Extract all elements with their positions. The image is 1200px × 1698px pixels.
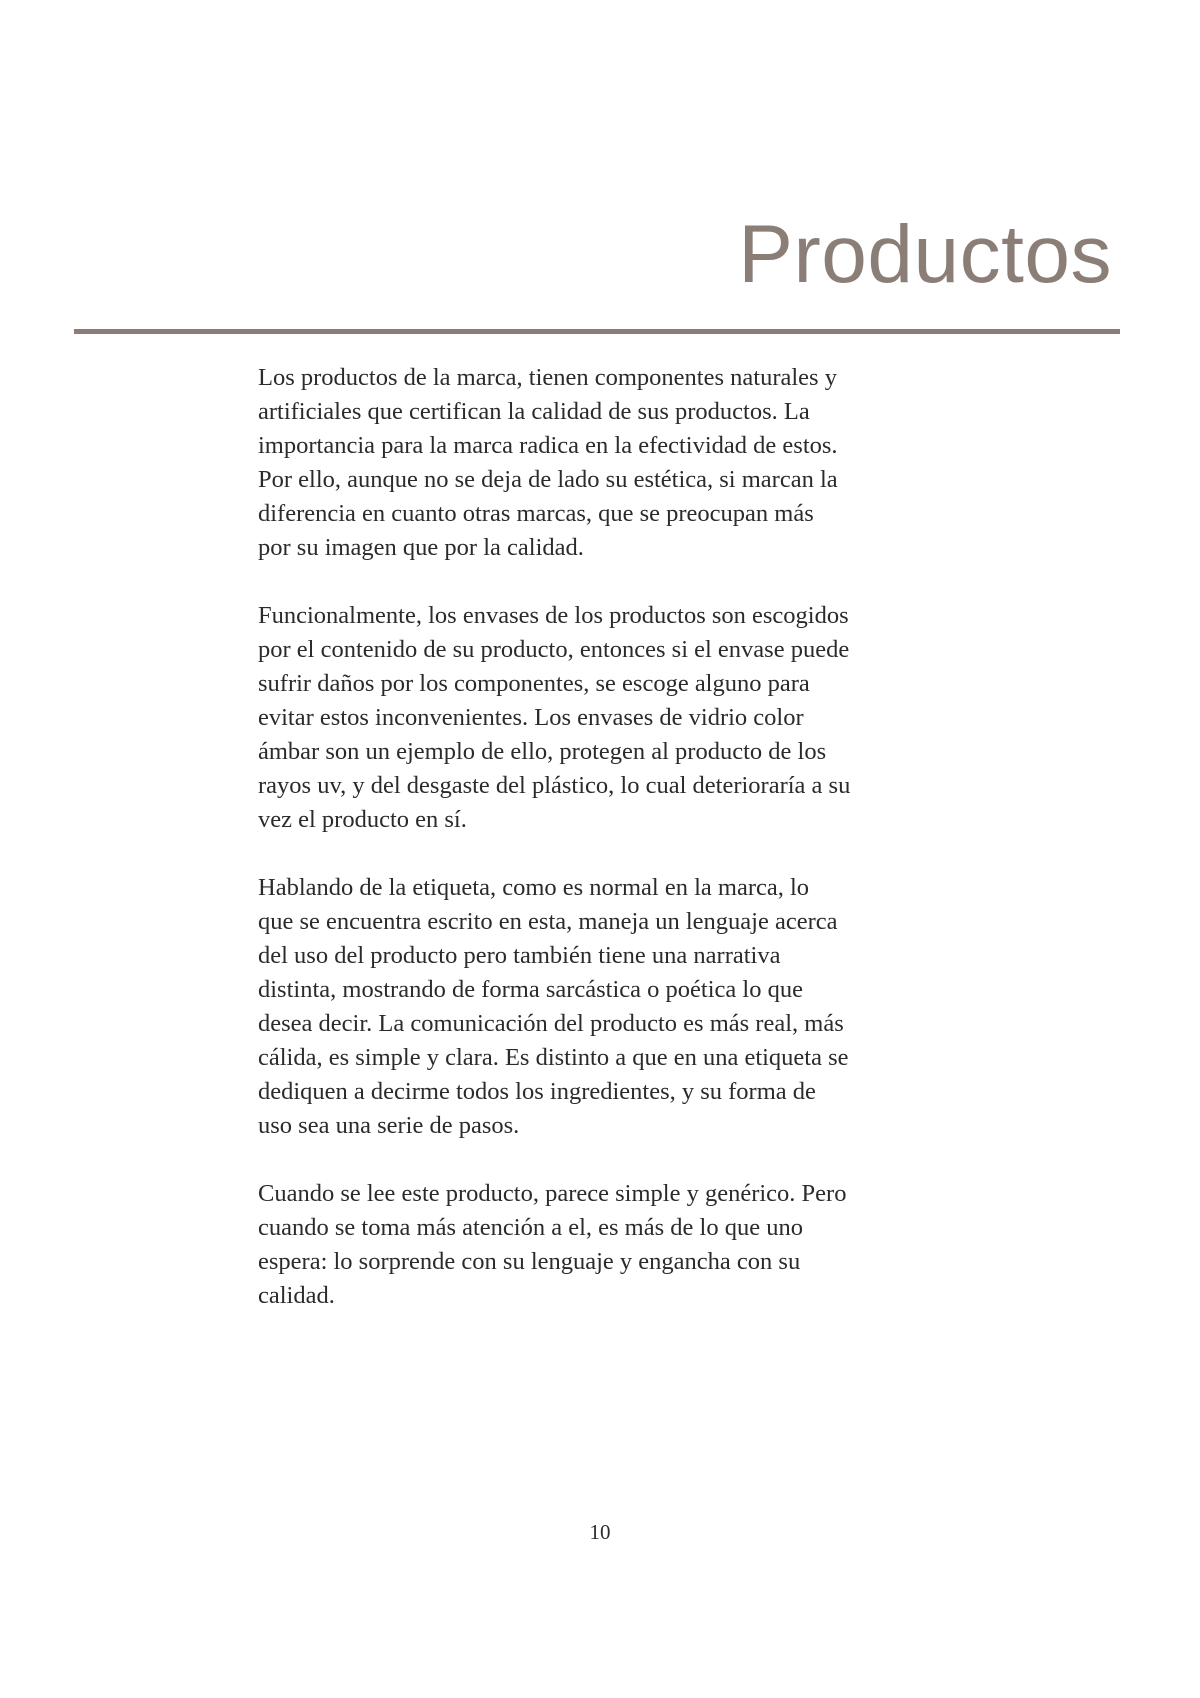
text-line: Cuando se lee este producto, parece simple y genérico. Pero <box>258 1180 847 1207</box>
page-title: Productos <box>738 209 1112 300</box>
text-line: desea decir. La comunicación del producto es más real, más <box>258 1010 844 1037</box>
text-line: por su imagen que por la calidad. <box>258 534 584 561</box>
text-line: distinta, mostrando de forma sarcástica o poética lo que <box>258 976 803 1003</box>
text-line: artificiales que certifican la calidad de sus productos. La <box>258 398 810 425</box>
text-line: Funcionalmente, los envases de los productos son escogidos <box>258 602 849 629</box>
paragraph-3 <box>258 871 958 1143</box>
text-line: uso sea una serie de pasos. <box>258 1112 520 1139</box>
text-line: cálida, es simple y clara. Es distinto a que en una etiqueta se <box>258 1044 849 1071</box>
text-line: Por ello, aunque no se deja de lado su estética, si marcan la <box>258 466 838 493</box>
text-line: que se encuentra escrito en esta, maneja un lenguaje acerca <box>258 908 838 935</box>
text-line: Los productos de la marca, tienen componentes naturales y <box>258 364 837 391</box>
page-number: 10 <box>589 1520 611 1544</box>
text-line: vez el producto en sí. <box>258 806 467 833</box>
body-text <box>258 361 958 1347</box>
text-line: ámbar son un ejemplo de ello, protegen al producto de los <box>258 738 827 765</box>
title-divider <box>74 329 1120 334</box>
text-line: importancia para la marca radica en la efectividad de estos. <box>258 432 838 459</box>
text-line: por el contenido de su producto, entonces si el envase puede <box>258 636 850 663</box>
text-line: cuando se toma más atención a el, es más de lo que uno <box>258 1214 803 1241</box>
text-line: dediquen a decirme todos los ingredientes, y su forma de <box>258 1078 816 1105</box>
text-line: del uso del producto pero también tiene una narrativa <box>258 942 781 969</box>
paragraph-2 <box>258 599 958 837</box>
paragraph-4 <box>258 1177 958 1313</box>
text-line: diferencia en cuanto otras marcas, que se preocupan más <box>258 500 814 527</box>
text-line: sufrir daños por los componentes, se escoge alguno para <box>258 670 810 697</box>
text-line: espera: lo sorprende con su lenguaje y engancha con su <box>258 1248 801 1275</box>
text-line: calidad. <box>258 1282 335 1309</box>
text-line: rayos uv, y del desgaste del plástico, lo cual deterioraría a su <box>258 772 851 799</box>
paragraph-1 <box>258 361 958 565</box>
text-line: evitar estos inconvenientes. Los envases de vidrio color <box>258 704 804 731</box>
text-line: Hablando de la etiqueta, como es normal en la marca, lo <box>258 874 810 901</box>
